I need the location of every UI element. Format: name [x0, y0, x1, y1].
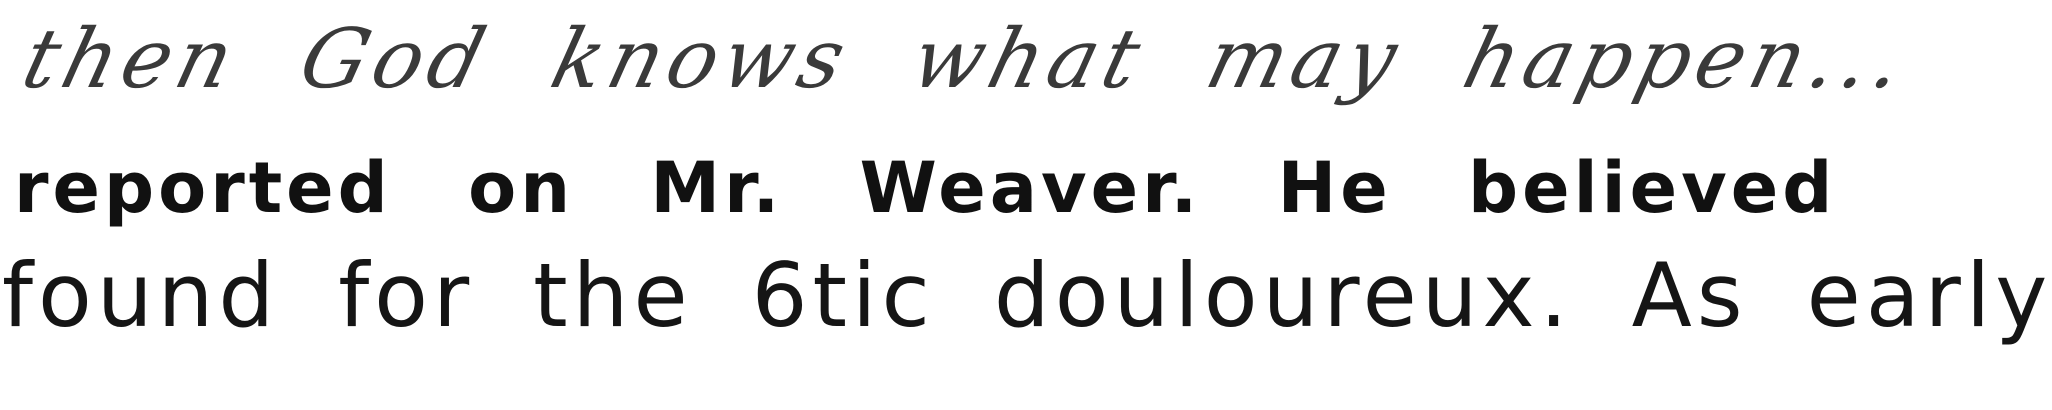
- handwritten-line-2: reported on Mr. Weaver. He believed: [14, 147, 1837, 229]
- handwritten-line-3: found for the 6tic douloureux. As early: [2, 244, 2052, 347]
- handwritten-line-1: then God knows what may happen...: [13, 12, 1919, 107]
